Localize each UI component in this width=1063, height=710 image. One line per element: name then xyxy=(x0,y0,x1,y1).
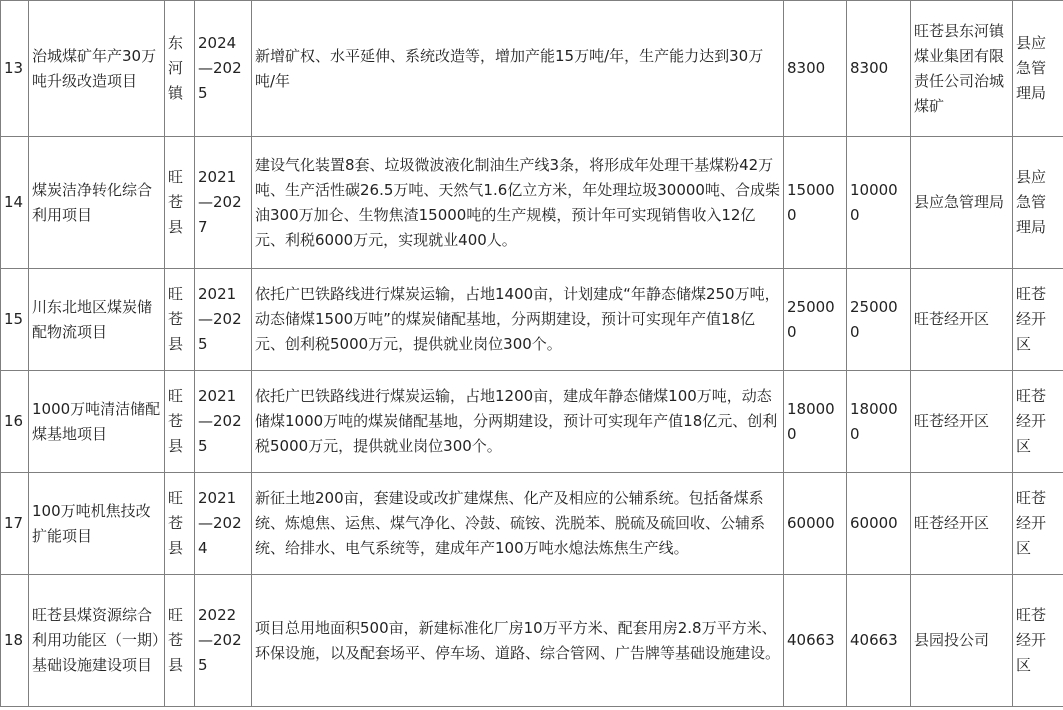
total-investment: 180000 xyxy=(784,371,847,473)
total-investment: 150000 xyxy=(784,137,847,269)
construction-period: 2021—2027 xyxy=(195,137,252,269)
total-investment: 250000 xyxy=(784,269,847,371)
row-number: 17 xyxy=(1,473,29,575)
responsible-dept: 旺苍经开区 xyxy=(1013,473,1063,575)
table-row xyxy=(1,473,1063,575)
table-row xyxy=(1,1,1063,137)
total-investment: 60000 xyxy=(784,473,847,575)
project-name: 1000万吨清洁储配煤基地项目 xyxy=(29,371,165,473)
planned-investment: 180000 xyxy=(847,371,911,473)
responsible-dept: 旺苍经开区 xyxy=(1013,371,1063,473)
project-name: 治城煤矿年产30万吨升级改造项目 xyxy=(29,1,165,137)
project-location: 旺苍县 xyxy=(165,137,195,269)
responsible-dept: 旺苍经开区 xyxy=(1013,269,1063,371)
construction-period: 2022—2025 xyxy=(195,575,252,707)
owner-unit: 县应急管理局 xyxy=(911,137,1013,269)
responsible-dept: 县应急管理局 xyxy=(1013,1,1063,137)
owner-unit: 旺苍县东河镇煤业集团有限责任公司治城煤矿 xyxy=(911,1,1013,137)
project-content: 依托广巴铁路线进行煤炭运输，占地1200亩，建成年静态储煤100万吨，动态储煤1000万吨的煤炭储配基地，分两期建设，预计可实现年产值18亿元、创利税5000万元，提供就业岗位300个。 xyxy=(252,371,784,473)
construction-period: 2021—2024 xyxy=(195,473,252,575)
project-content: 依托广巴铁路线进行煤炭运输，占地1400亩，计划建成“年静态储煤250万吨，动态储煤1500万吨”的煤炭储配基地，分两期建设，预计可实现年产值18亿元、创利税5000万元，提供就业岗位300个。 xyxy=(252,269,784,371)
project-content: 建设气化装置8套、垃圾微波液化制油生产线3条，将形成年处理干基煤粉42万吨、生产活性碳26.5万吨、天然气1.6亿立方米，年处理垃圾30000吨、合成柴油300万加仑、生物焦渣15000吨的生产规模，预计年可实现销售收入12亿元、利税6000万元，实现就业400人。 xyxy=(252,137,784,269)
planned-investment: 8300 xyxy=(847,1,911,137)
project-content: 项目总用地面积500亩，新建标准化厂房10万平方米、配套用房2.8万平方米、环保设施，以及配套场平、停车场、道路、综合管网、广告牌等基础设施建设。 xyxy=(252,575,784,707)
project-location: 东河镇 xyxy=(165,1,195,137)
row-number: 16 xyxy=(1,371,29,473)
responsible-dept: 旺苍经开区 xyxy=(1013,575,1063,707)
planned-investment: 100000 xyxy=(847,137,911,269)
table-row xyxy=(1,137,1063,269)
total-investment: 40663 xyxy=(784,575,847,707)
planned-investment: 250000 xyxy=(847,269,911,371)
project-location: 旺苍县 xyxy=(165,371,195,473)
table-row xyxy=(1,269,1063,371)
project-name: 煤炭洁净转化综合利用项目 xyxy=(29,137,165,269)
row-number: 13 xyxy=(1,1,29,137)
project-location: 旺苍县 xyxy=(165,473,195,575)
project-location: 旺苍县 xyxy=(165,575,195,707)
table-row xyxy=(1,575,1063,707)
project-name: 旺苍县煤资源综合利用功能区（一期）基础设施建设项目 xyxy=(29,575,165,707)
project-name: 100万吨机焦技改扩能项目 xyxy=(29,473,165,575)
row-number: 15 xyxy=(1,269,29,371)
project-content: 新征土地200亩，套建设或改扩建煤焦、化产及相应的公辅系统。包括备煤系统、炼熄焦、运焦、煤气净化、冷鼓、硫铵、洗脱苯、脱硫及硫回收、公辅系统、给排水、电气系统等，建成年产100万吨水熄法炼焦生产线。 xyxy=(252,473,784,575)
project-location: 旺苍县 xyxy=(165,269,195,371)
owner-unit: 旺苍经开区 xyxy=(911,269,1013,371)
owner-unit: 县园投公司 xyxy=(911,575,1013,707)
owner-unit: 旺苍经开区 xyxy=(911,371,1013,473)
project-content: 新增矿权、水平延伸、系统改造等，增加产能15万吨/年，生产能力达到30万吨/年 xyxy=(252,1,784,137)
row-number: 14 xyxy=(1,137,29,269)
responsible-dept: 县应急管理局 xyxy=(1013,137,1063,269)
construction-period: 2021—2025 xyxy=(195,269,252,371)
row-number: 18 xyxy=(1,575,29,707)
construction-period: 2024—2025 xyxy=(195,1,252,137)
project-name: 川东北地区煤炭储配物流项目 xyxy=(29,269,165,371)
owner-unit: 旺苍经开区 xyxy=(911,473,1013,575)
construction-period: 2021—2025 xyxy=(195,371,252,473)
planned-investment: 40663 xyxy=(847,575,911,707)
planned-investment: 60000 xyxy=(847,473,911,575)
table-row xyxy=(1,371,1063,473)
total-investment: 8300 xyxy=(784,1,847,137)
